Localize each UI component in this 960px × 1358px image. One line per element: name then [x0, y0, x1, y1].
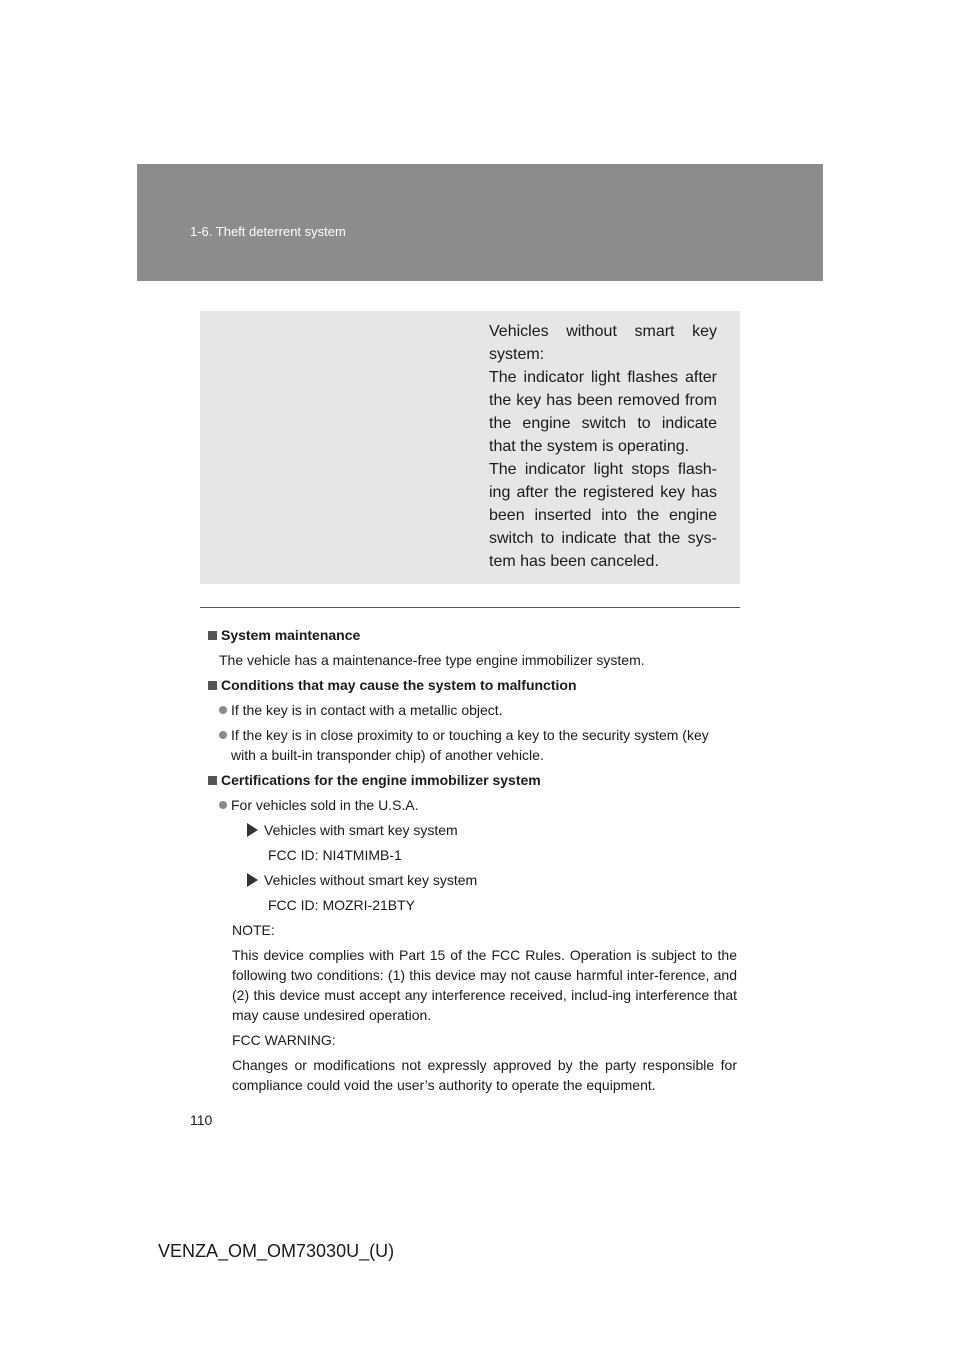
heading-system-maintenance: System maintenance — [207, 625, 737, 645]
note-label: NOTE: — [232, 922, 275, 938]
box-line: Vehicles without smart key system: — [489, 323, 717, 363]
document-code: VENZA_OM_OM73030U_(U) — [158, 1241, 395, 1261]
heading-malfunction-conditions: Conditions that may cause the system to malfunction — [207, 675, 737, 695]
box-line: The indicator light flashes after the key has been removed from the engine switch to indicate that the system is operating. — [489, 369, 717, 455]
circle-bullet-icon — [219, 801, 227, 809]
circle-bullet-icon — [219, 731, 227, 739]
square-bullet-icon — [208, 631, 217, 640]
notes-section — [207, 625, 737, 1100]
note-text: This device complies with Part 15 of the FCC Rules. Operation is subject to the following two conditions: (1) this device may not cause harmful inter-ference, and (2) this device must accept any interference received, includ-ing interference that may cause undesired operation. — [232, 947, 737, 1023]
section-header-band — [137, 164, 823, 281]
list-item: If the key is in close proximity to or touching a key to the security system (key with a built-in transponder chip) of another vehicle. — [207, 725, 737, 765]
arrow-right-icon — [247, 873, 258, 887]
list-item: For vehicles sold in the U.S.A. — [207, 795, 737, 815]
warning-label: FCC WARNING: — [232, 1032, 336, 1048]
sub-item: Vehicles with smart key system — [207, 820, 737, 840]
square-bullet-icon — [208, 776, 217, 785]
arrow-right-icon — [247, 823, 258, 837]
info-box-text — [489, 320, 717, 573]
section-title: 1-6. Theft deterrent system — [190, 224, 346, 239]
info-box — [200, 311, 740, 584]
square-bullet-icon — [208, 681, 217, 690]
fcc-id: FCC ID: NI4TMIMB-1 — [268, 847, 402, 863]
maintenance-text: The vehicle has a maintenance-free type engine immobilizer system. — [219, 652, 645, 668]
box-line: The indicator light stops flash-ing after the registered key has been inserted into the engine switch to indicate that the sys-tem has been canceled. — [489, 461, 717, 570]
warning-text: Changes or modifications not expressly approved by the party responsible for compliance could void the user’s authority to operate the equipment. — [232, 1057, 737, 1093]
heading-certifications: Certifications for the engine immobilizer system — [207, 770, 737, 790]
page-number: 110 — [190, 1112, 213, 1128]
sub-item: Vehicles without smart key system — [207, 870, 737, 890]
fcc-id: FCC ID: MOZRI-21BTY — [268, 897, 416, 913]
section-divider — [200, 607, 740, 608]
circle-bullet-icon — [219, 706, 227, 714]
list-item: If the key is in contact with a metallic object. — [207, 700, 737, 720]
